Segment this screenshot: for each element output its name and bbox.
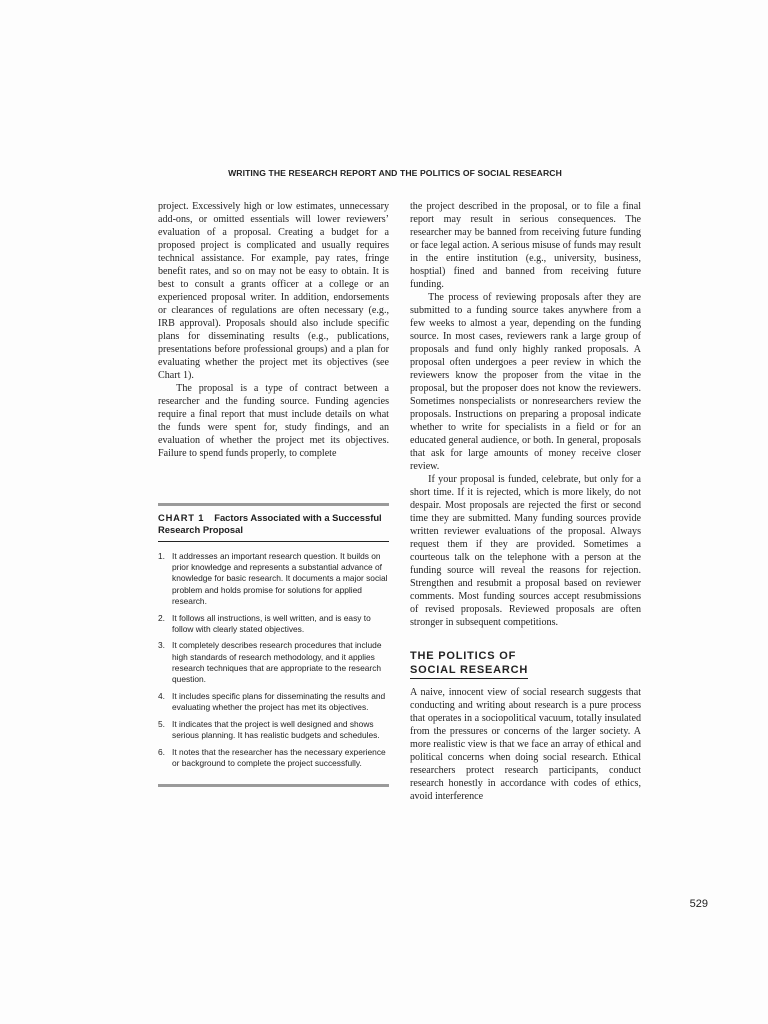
list-text: It addresses an important research question. It builds on prior knowledge and represents a substantial advance of knowledge for basic research. It documents a major social problem and holds promise for solutions for applied research. bbox=[172, 551, 388, 606]
list-text: It indicates that the project is well designed and shows serious planning. It has realistic budgets and schedules. bbox=[172, 718, 380, 740]
chart-title-text: Factors Associated with a Successful Research Proposal bbox=[158, 512, 382, 535]
chart-list bbox=[158, 551, 389, 769]
page-number: 529 bbox=[689, 898, 708, 910]
right-column bbox=[410, 200, 641, 803]
list-text: It follows all instructions, is well written, and is easy to follow with clearly stated objectives. bbox=[172, 612, 371, 634]
list-number: 1. bbox=[158, 551, 165, 561]
list-item bbox=[158, 613, 389, 635]
paragraph: A naive, innocent view of social research suggests that conducting and writing about research is a pure process that operates in a sociopolitical vacuum, totally insulated from the pressures or concerns of the larger society. A more realistic view is that we face an array of ethical and political concerns when doing social research. Ethical researchers protect research participants, conduct research honestly in accordance with codes of ethics, avoid interference bbox=[410, 687, 641, 802]
section-heading-line: SOCIAL RESEARCH bbox=[410, 663, 528, 679]
list-text: It completely describes research procedures that include high standards of research methodology, and it applies research techniques that are appropriate to the research question. bbox=[172, 640, 382, 685]
left-column bbox=[158, 200, 389, 460]
list-item bbox=[158, 551, 389, 607]
list-item bbox=[158, 719, 389, 741]
list-item bbox=[158, 747, 389, 769]
chart-1-box bbox=[158, 503, 389, 787]
list-text: It includes specific plans for disseminating the results and evaluating whether the project has met its objectives. bbox=[172, 690, 386, 712]
list-number: 6. bbox=[158, 746, 165, 757]
list-number: 4. bbox=[158, 690, 165, 701]
list-item bbox=[158, 691, 389, 713]
running-header: WRITING THE RESEARCH REPORT AND THE POLITICS OF SOCIAL RESEARCH bbox=[228, 168, 562, 178]
paragraph: the project described in the proposal, or to file a final report may result in serious consequences. The researcher may be banned from receiving future funding or face legal action. A serious misuse of funds may result in the entire institution (e.g., university, business, hosptial) fined and banned from receiving future funding. bbox=[410, 201, 641, 290]
list-number: 3. bbox=[158, 640, 165, 651]
section-heading bbox=[410, 649, 641, 679]
chart-label: CHART 1 bbox=[158, 512, 205, 523]
paragraph: The proposal is a type of contract between a researcher and the funding source. Funding agencies require a final report that must include details on what the funds were spent for, study findings, and an evaluation of whether the project met its objectives. Failure to spend funds properly, to complete bbox=[158, 383, 389, 459]
paragraph: If your proposal is funded, celebrate, but only for a short time. If it is rejected, which is more likely, do not despair. Most proposals are rejected the first or second time they are submitted. Many funding sources provide written reviewer evaluations of the proposal. Always request them if they are provided. Sometimes a courteous talk on the telephone with a person at the funding source will reveal the reasons for rejection. Strengthen and resubmit a proposal based on reviewer comments. Most funding sources accept resubmissions of revised proposals. Reviewed proposals are often stronger in subsequent competitions. bbox=[410, 474, 641, 628]
list-text: It notes that the researcher has the necessary experience or background to complete the project successfully. bbox=[172, 746, 386, 768]
list-number: 5. bbox=[158, 718, 165, 729]
section-heading-line: THE POLITICS OF bbox=[410, 650, 517, 662]
paragraph: project. Excessively high or low estimates, unnecessary add-ons, or omitted essentials will lower reviewers’ evaluation of a proposal. Creating a budget for a proposed project is complicated and usually requires technical assistance. For example, pay rates, fringe benefit rates, and so on may not be easy to obtain. It is best to consult a grants officer at a college or an experienced proposal writer. In addition, endorsements or clearances of regulations are often necessary (e.g., IRB approval). Proposals should also include specific plans for disseminating results (e.g., publications, presentations before professional groups) and a plan for evaluating whether the project met its objectives (see Chart 1). bbox=[158, 201, 389, 381]
chart-title bbox=[158, 506, 389, 542]
list-item bbox=[158, 640, 389, 685]
list-number: 2. bbox=[158, 612, 165, 623]
paragraph: The process of reviewing proposals after they are submitted to a funding source takes anywhere from a few weeks to almost a year, depending on the funding source. In most cases, reviewers rank a large group of proposals and fund only highly ranked proposals. A proposal often undergoes a peer review in which the reviewers know the proposer from the vitae in the proposal, but the proposer does not know the reviewers. Sometimes nonspecialists or nonresearchers review the proposals. Instructions on preparing a proposal indicate whether to write for specialists in a field or for an educated general audience, or both. In general, proposals that ask for large amounts of money receive closer review. bbox=[410, 292, 641, 472]
